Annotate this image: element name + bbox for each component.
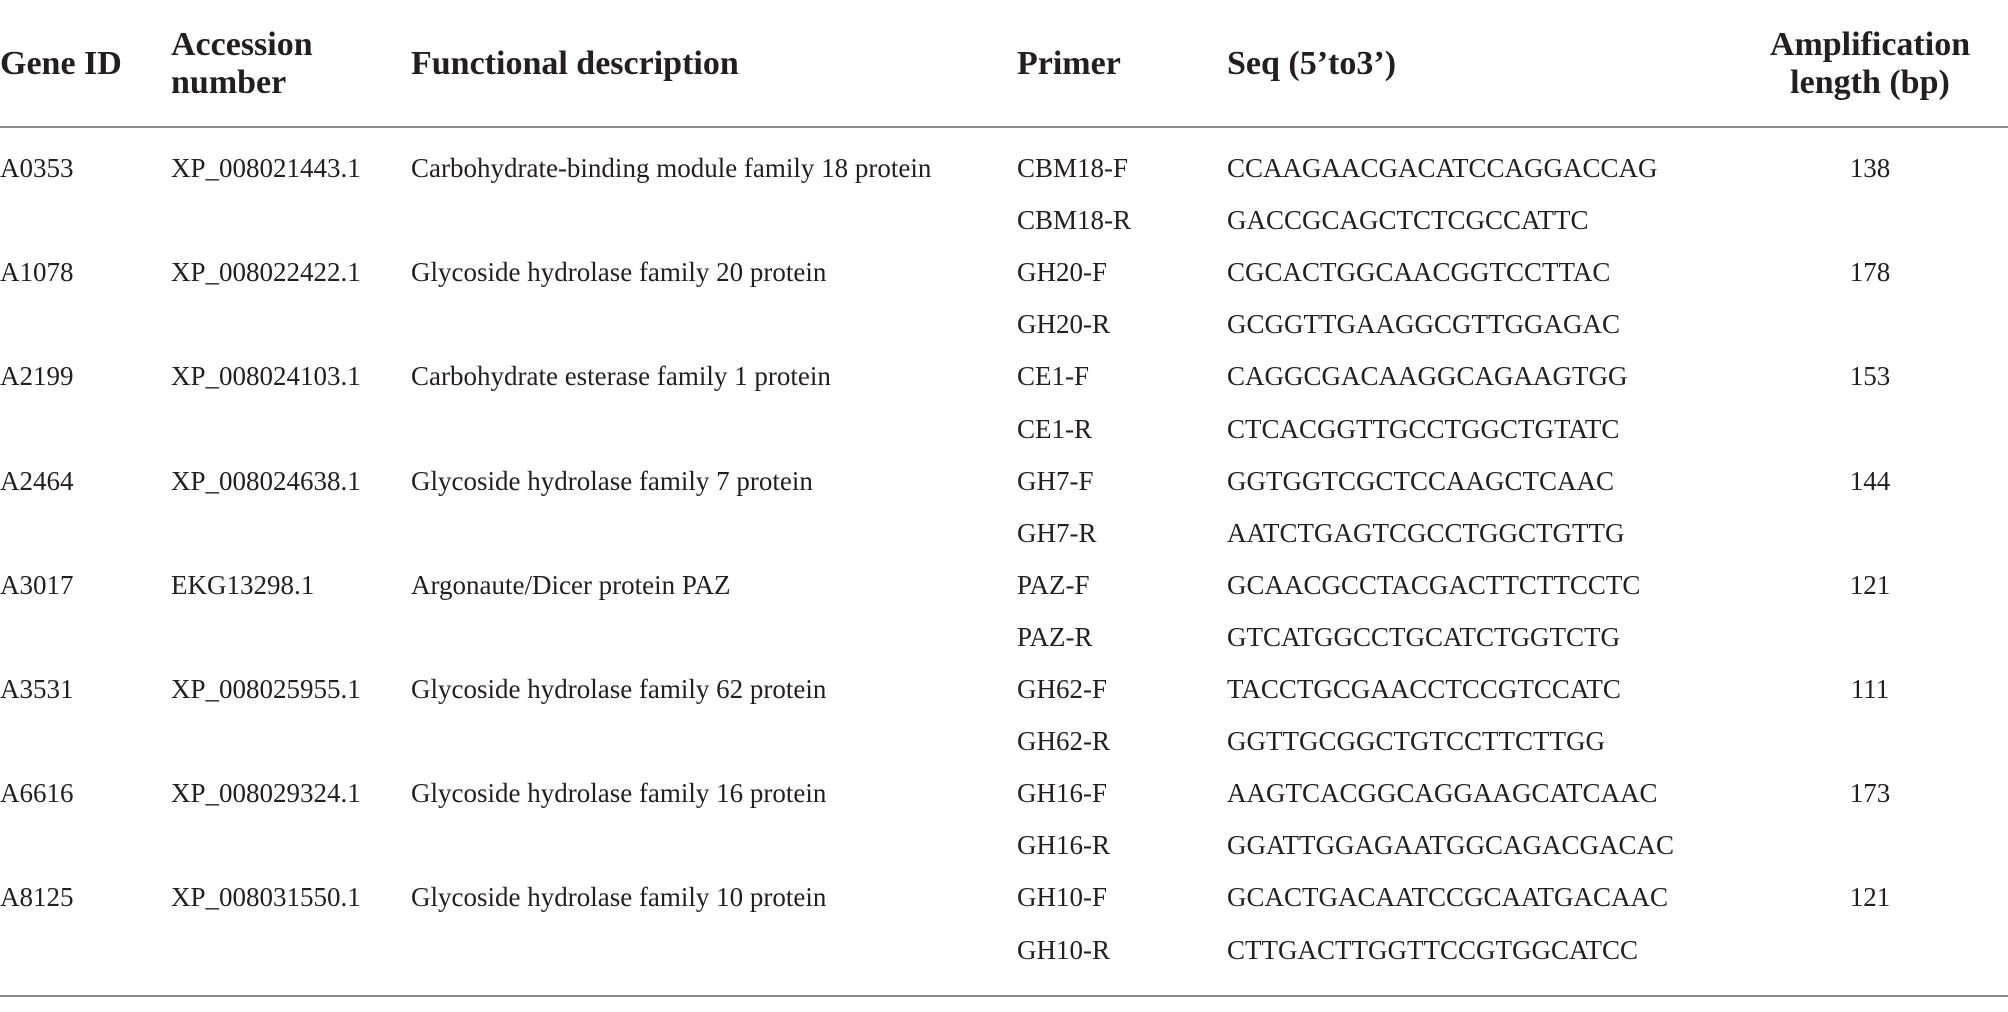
cell-gene-id: A1078: [0, 257, 74, 288]
cell-accession: XP_008024638.1: [171, 465, 361, 496]
cell-seq: GCACTGACAATCCGCAATGACAAC: [1227, 882, 1669, 913]
cell-description: Glycoside hydrolase family 20 protein: [411, 257, 827, 288]
header-amplification-length: [1755, 26, 1985, 102]
cell-seq: CTTGACTTGGTTCCGTGGCATCC: [1227, 934, 1638, 965]
cell-seq: GCGGTTGAAGGCGTTGGAGAC: [1227, 309, 1620, 340]
header-accession-line2: number: [171, 64, 287, 101]
table-bottom-rule: [0, 995, 2008, 997]
header-amplification-line2: length (bp): [1790, 64, 1950, 101]
header-amplification-line1: Amplification: [1769, 26, 1971, 63]
cell-primer: GH7-F: [1017, 465, 1094, 496]
cell-description: Glycoside hydrolase family 7 protein: [411, 465, 813, 496]
table-header: [0, 0, 2008, 128]
cell-seq: AAGTCACGGCAGGAAGCATCAAC: [1227, 778, 1658, 809]
table-row: [0, 819, 2008, 871]
cell-primer: CBM18-R: [1017, 205, 1132, 236]
cell-description: Argonaute/Dicer protein PAZ: [411, 569, 731, 600]
table-row: [0, 871, 2008, 923]
table-row: [0, 507, 2008, 559]
cell-accession: XP_008021443.1: [171, 153, 361, 183]
header-primer: Primer: [1017, 45, 1121, 82]
cell-seq: CCAAGAACGACATCCAGGACCAG: [1227, 153, 1658, 183]
cell-amplification-length: 178: [1849, 257, 1891, 288]
cell-gene-id: A2464: [0, 465, 74, 496]
table-row: [0, 611, 2008, 663]
cell-description: Glycoside hydrolase family 10 protein: [411, 882, 827, 913]
cell-primer: PAZ-F: [1017, 569, 1090, 600]
cell-primer: GH62-F: [1017, 674, 1108, 704]
cell-gene-id: A3531: [0, 674, 74, 704]
table-body: [0, 128, 2008, 998]
cell-accession: XP_008029324.1: [171, 778, 361, 809]
cell-seq: AATCTGAGTCGCCTGGCTGTTG: [1227, 517, 1625, 548]
cell-gene-id: A8125: [0, 882, 74, 913]
table-row: [0, 559, 2008, 611]
cell-amplification-length: 121: [1849, 882, 1891, 913]
cell-gene-id: A3017: [0, 569, 74, 600]
header-accession-number: [171, 26, 313, 102]
cell-primer: GH62-R: [1017, 726, 1110, 757]
cell-primer: CBM18-F: [1017, 153, 1129, 183]
cell-description: Glycoside hydrolase family 62 protein: [411, 674, 827, 704]
cell-accession: XP_008031550.1: [171, 882, 361, 913]
table-row: [0, 924, 2008, 976]
cell-accession: XP_008024103.1: [171, 361, 361, 392]
cell-gene-id: A0353: [0, 153, 74, 183]
cell-primer: GH10-R: [1017, 934, 1110, 965]
header-accession-line1: Accession: [171, 26, 313, 63]
cell-seq: GGTTGCGGCTGTCCTTCTTGG: [1227, 726, 1605, 757]
cell-amplification-length: 144: [1849, 465, 1891, 496]
cell-seq: GCAACGCCTACGACTTCTTCCTC: [1227, 569, 1641, 600]
cell-accession: XP_008025955.1: [171, 674, 361, 704]
cell-primer: GH20-F: [1017, 257, 1108, 288]
table-row: [0, 350, 2008, 402]
header-seq: Seq (5’to3’): [1227, 45, 1397, 82]
cell-amplification-length: 173: [1849, 778, 1891, 809]
header-functional-description: Functional description: [411, 45, 739, 82]
cell-primer: CE1-R: [1017, 413, 1093, 444]
cell-seq: GGATTGGAGAATGGCAGACGACAC: [1227, 830, 1675, 861]
table-row: [0, 246, 2008, 298]
cell-description: Carbohydrate-binding module family 18 protein: [411, 153, 932, 183]
cell-description: Carbohydrate esterase family 1 protein: [411, 361, 831, 392]
table-row: [0, 767, 2008, 819]
cell-primer: GH20-R: [1017, 309, 1110, 340]
cell-seq: CGCACTGGCAACGGTCCTTAC: [1227, 257, 1611, 288]
cell-accession: XP_008022422.1: [171, 257, 361, 288]
cell-gene-id: A2199: [0, 361, 74, 392]
cell-seq: TACCTGCGAACCTCCGTCCATC: [1227, 674, 1621, 704]
table-row: [0, 663, 2008, 715]
cell-primer: GH7-R: [1017, 517, 1097, 548]
cell-primer: GH10-F: [1017, 882, 1108, 913]
cell-seq: GGTGGTCGCTCCAAGCTCAAC: [1227, 465, 1615, 496]
table-row: [0, 455, 2008, 507]
header-gene-id: Gene ID: [0, 45, 122, 82]
table-row: [0, 194, 2008, 246]
table-row: [0, 403, 2008, 455]
table-row: [0, 298, 2008, 350]
cell-primer: GH16-R: [1017, 830, 1110, 861]
cell-amplification-length: 138: [1849, 153, 1891, 183]
cell-seq: GACCGCAGCTCTCGCCATTC: [1227, 205, 1589, 236]
cell-amplification-length: 153: [1849, 361, 1891, 392]
cell-amplification-length: 121: [1849, 569, 1891, 600]
cell-seq: CAGGCGACAAGGCAGAAGTGG: [1227, 361, 1628, 392]
cell-seq: GTCATGGCCTGCATCTGGTCTG: [1227, 621, 1621, 652]
cell-primer: PAZ-R: [1017, 621, 1093, 652]
cell-primer: GH16-F: [1017, 778, 1108, 809]
cell-amplification-length: 111: [1850, 674, 1890, 704]
table-row: [0, 142, 2008, 194]
cell-seq: CTCACGGTTGCCTGGCTGTATC: [1227, 413, 1620, 444]
table-row: [0, 715, 2008, 767]
cell-description: Glycoside hydrolase family 16 protein: [411, 778, 827, 809]
cell-accession: EKG13298.1: [171, 569, 315, 600]
cell-gene-id: A6616: [0, 778, 74, 809]
cell-primer: CE1-F: [1017, 361, 1090, 392]
